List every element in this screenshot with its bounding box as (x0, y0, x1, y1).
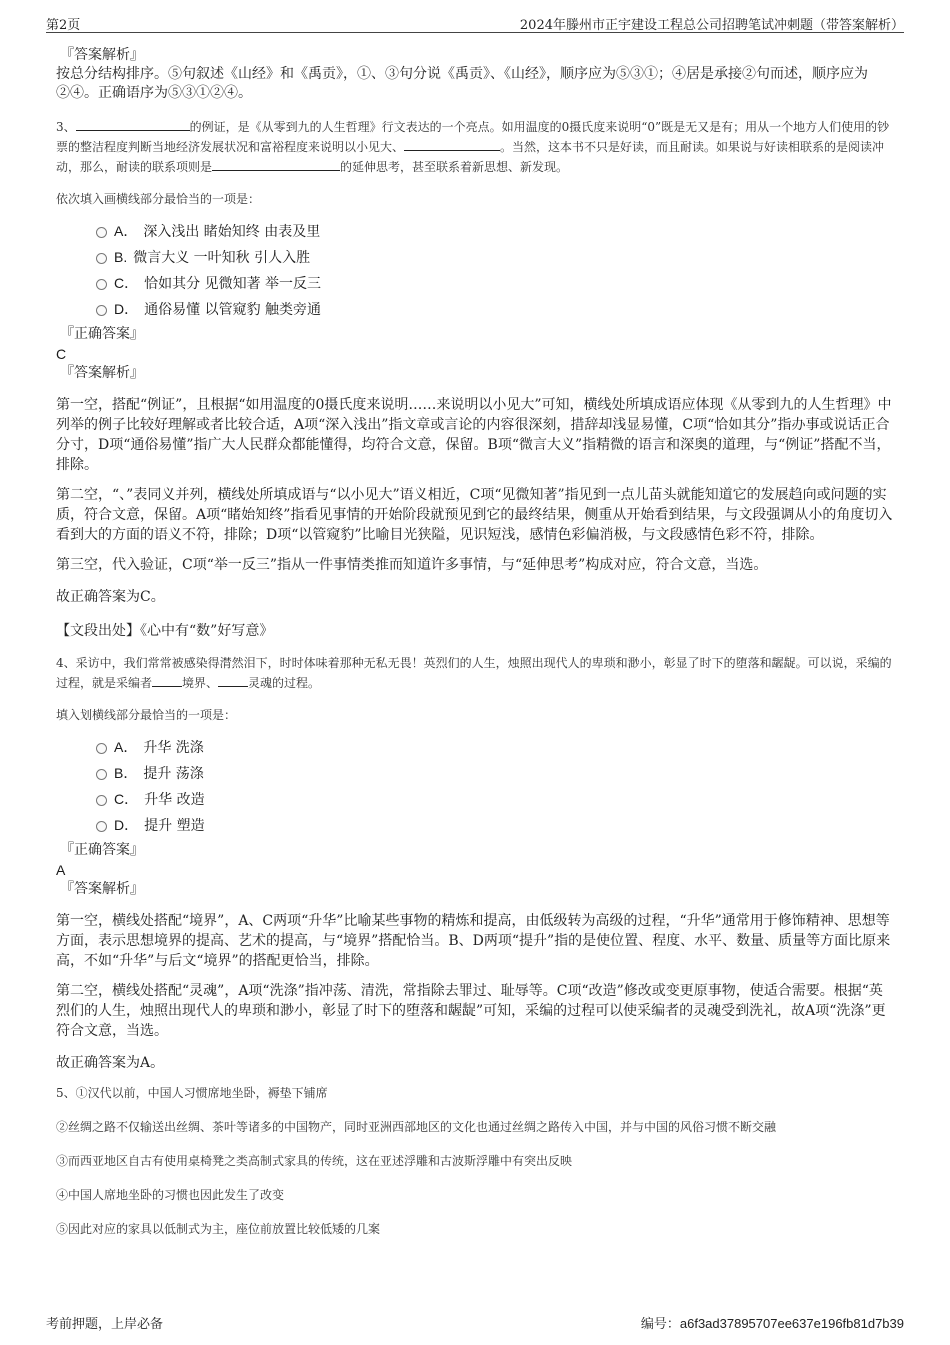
q3-stem-part3: 的延伸思考，甚至联系着新思想、新发现。 (340, 160, 569, 174)
q4-correct-answer: A (56, 862, 66, 878)
q5-sentence-2: ②丝绸之路不仅输送出丝绸、茶叶等诸多的中国物产，同时亚洲西部地区的文化也通过丝绸之路传入中国，并与中国的风俗习惯不断交融 (56, 1120, 777, 1134)
q3-analysis-p3: 第三空，代入验证，C项“举一反三”指从一件事情类推而知道许多事情，与“延伸思考”构成对应，符合文意，当选。 (56, 557, 768, 573)
q4-instruction: 填入划横线部分最恰当的一项是： (56, 708, 237, 722)
q3-analysis-p4: 故正确答案为C。 (56, 589, 165, 605)
q5-sentence-3: ③而西亚地区自古有使用桌椅凳之类高制式家具的传统，这在亚述浮雕和古波斯浮雕中有突出反映 (56, 1154, 573, 1168)
q3-option-c[interactable]: C． 恰如其分 见微知著 举一反三 (56, 273, 896, 299)
q4-analysis-p3: 故正确答案为A。 (56, 1055, 165, 1071)
q3-stem-part1: 的例证，是《从零到九的人生哲理》行文表达的一个亮点。如用温度的0摄氏度来说明“0”既是无又是有；用从一个地方人们使用的钞票的整洁程度判断当地经济发展状况和富裕程度来说明以小见大、 (56, 120, 890, 154)
q4-option-d[interactable]: D． 提升 塑造 (56, 815, 896, 841)
q2-analysis-tag: 『答案解析』 (60, 47, 144, 63)
q3-number: 3、 (56, 120, 76, 134)
q5-number: 5、 (56, 1086, 76, 1100)
document-title: 2024年滕州市正宇建设工程总公司招聘笔试冲刺题（带答案解析） (519, 18, 904, 33)
radio-icon[interactable] (96, 821, 107, 832)
q3-analysis-tag: 『答案解析』 (60, 365, 144, 381)
q3-correct-tag: 『正确答案』 (60, 326, 144, 342)
q3-correct-answer: C (56, 346, 67, 362)
radio-icon[interactable] (96, 305, 107, 316)
q3-stem-part2: 。当然，这本书不只是好读，而且耐读。如果说与好读相联系的是阅读冲动，那么，耐读的联系项则是 (56, 140, 885, 174)
footer-code-label: 编号： (640, 1317, 680, 1332)
page-number: 第2页 (46, 18, 81, 33)
footer-slogan: 考前押题，上岸必备 (46, 1317, 164, 1332)
q3-option-d[interactable]: D． 通俗易懂 以管窥豹 触类旁通 (56, 299, 896, 325)
q3-options (56, 221, 896, 325)
q3-analysis-p2: 第二空，“、”表同义并列，横线处所填成语与“以小见大”语义相近，C项“见微知著”指见到一点儿苗头就能知道它的发展趋向或问题的实质，符合文意，保留。A项“睹始知终”指看见事情的开始阶段就预见到它的最终结果，侧重从开始看到结果，与文段强调从小的角度切入看到大的方面的语义不符，排除；D项“以管窥豹”比喻目光狭隘，见识短浅，感情色彩偏消极，与文段感情色彩不符，排除。 (56, 487, 893, 543)
q4-stem-part1: 采访中，我们常常被感染得潸然泪下，时时体味着那种无私无畏！英烈们的人生，烛照出现代人的卑琐和渺小，彰显了时下的堕落和龌龊。可以说，采编的过程，就是采编者 (56, 656, 892, 690)
q5-sentence-4: ④中国人席地坐卧的习惯也因此发生了改变 (56, 1188, 285, 1202)
q4-number: 4、 (56, 656, 76, 670)
q3-source: 【文段出处】《心中有“数”好写意》 (56, 623, 274, 639)
radio-icon[interactable] (96, 227, 107, 238)
radio-icon[interactable] (96, 795, 107, 806)
q4-stem-part2: 境界、 (182, 676, 219, 690)
footer-code-value: a6f3ad37895707ee637e196fb81d7b39 (679, 1316, 904, 1331)
radio-icon[interactable] (96, 769, 107, 780)
q4-option-a[interactable]: A． 升华 洗涤 (56, 737, 896, 763)
q5-sentence-1: 5、①汉代以前，中国人习惯席地坐卧，褥垫下铺席 (56, 1086, 328, 1100)
q4-options (56, 737, 896, 841)
radio-icon[interactable] (96, 279, 107, 290)
q4-stem-part3: 灵魂的过程。 (248, 676, 321, 690)
q3-blank-2 (404, 137, 500, 151)
q4-blank-1 (152, 673, 182, 687)
q3-option-a[interactable]: A． 深入浅出 睹始知终 由表及里 (56, 221, 896, 247)
q4-correct-tag: 『正确答案』 (60, 842, 144, 858)
q4-stem (56, 653, 896, 693)
q4-option-b[interactable]: B． 提升 荡涤 (56, 763, 896, 789)
q3-stem (56, 117, 896, 177)
q4-analysis-p1: 第一空，横线处搭配“境界”，A、C两项“升华”比喻某些事物的精炼和提高，由低级转为高级的过程，“升华”通常用于修饰精神、思想等方面，表示思想境界的提高、艺术的提高，与“境界”搭配恰当。B、D两项“提升”指的是使位置、程度、水平、数量、质量等方面比原来高，不如“升华”与后文“境界”的搭配更恰当，排除。 (56, 913, 891, 969)
q4-analysis-tag: 『答案解析』 (60, 881, 144, 897)
q3-blank-1 (76, 117, 190, 131)
q4-option-c[interactable]: C． 升华 改造 (56, 789, 896, 815)
footer-code (641, 1313, 904, 1332)
q5-sentence-5: ⑤因此对应的家具以低制式为主，座位前放置比较低矮的几案 (56, 1222, 381, 1236)
page-header (46, 14, 904, 33)
radio-icon[interactable] (96, 253, 107, 264)
q4-analysis-p2: 第二空，横线处搭配“灵魂”，A项“洗涤”指冲荡、清洗，常指除去罪过、耻辱等。C项“改造”修改或变更原事物，使适合需要。根据“英烈们的人生，烛照出现代人的卑琐和渺小，彰显了时下的堕落和龌龊”可知，采编的过程可以使采编者的灵魂受到洗礼，故A项“洗涤”更符合文意，当选。 (56, 983, 886, 1039)
q3-instruction: 依次填入画横线部分最恰当的一项是： (56, 192, 261, 206)
radio-icon[interactable] (96, 743, 107, 754)
q3-blank-3 (212, 157, 340, 171)
q3-analysis-p1: 第一空，搭配“例证”，且根据“如用温度的0摄氏度来说明……来说明以小见大”可知，横线处所填成语应体现《从零到九的人生哲理》中列举的例子比较好理解或者比较合适，A项“深入浅出”指文章或言论的内容很深刻，措辞却浅显易懂，C项“恰如其分”指办事或说话正合分寸，D项“通俗易懂”指广大人民群众都能懂得，均符合文意，保留。B项“微言大义”指精微的语言和深奥的道理，与“例证”搭配不当，排除。 (56, 397, 892, 473)
q3-option-b[interactable]: B. 微言大义 一叶知秋 引人入胜 (56, 247, 896, 273)
q4-blank-2 (218, 673, 248, 687)
page-content (56, 46, 896, 1239)
q2-analysis-text: 按总分结构排序。⑤句叙述《山经》和《禹贡》，①、③句分说《禹贡》、《山经》，顺序应为⑤③①；④居是承接②句而述，顺序应为②④。正确语序为⑤③①②④。 (56, 66, 868, 101)
